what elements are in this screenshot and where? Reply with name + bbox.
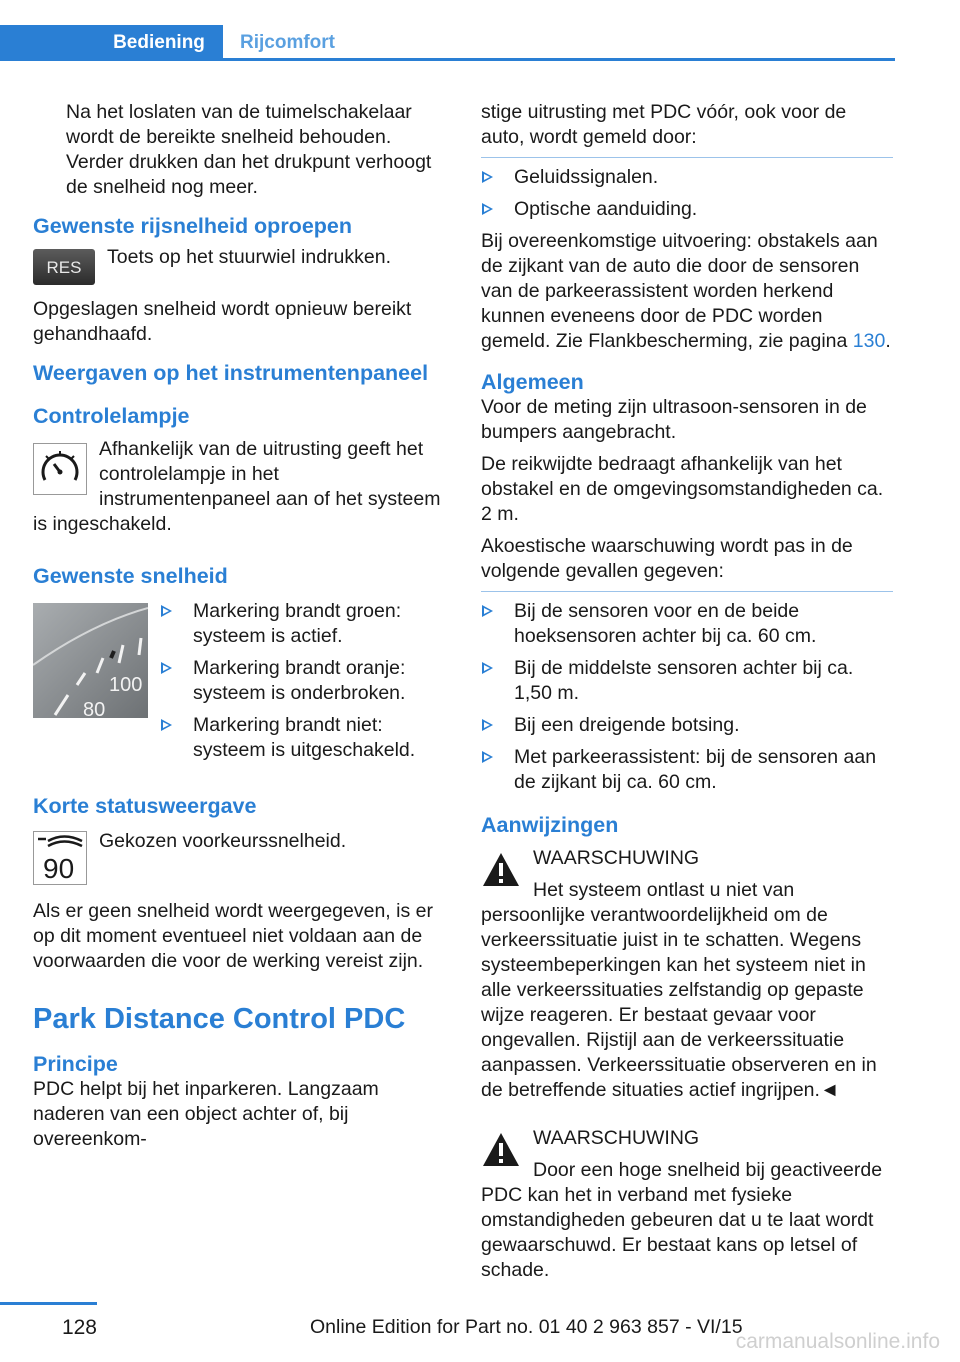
right-column	[481, 100, 893, 1290]
divider	[481, 157, 893, 158]
warning-text-2: Door een hoge snelheid bij geactiveerde PDC kan het in verband met fysieke omstandigheden gebeuren dat u te laat wordt gewaarschuwd. Er bestaat kans op letsel of schade.	[481, 1159, 883, 1281]
triangle-bullet-icon	[482, 171, 493, 183]
header-tabbar	[0, 25, 895, 61]
list-item: Bij de sensoren voor en de beide hoeksensoren achter bij ca. 60 cm.	[481, 599, 893, 649]
triangle-bullet-icon	[482, 719, 493, 731]
warning-triangle-icon	[481, 850, 521, 890]
indicator-text: Afhankelijk van de uitrusting geeft het controlelampje in het instrumentenpaneel aan of het systeem is ingeschakeld.	[33, 438, 441, 535]
heading-display: Weergaven op het instrumentenpaneel	[33, 361, 429, 385]
general-text-2: De reikwijdte bedraagt afhankelijk van het obstakel en de omgevingsomstandigheden ca. 2 m.	[481, 453, 884, 525]
warning-cases-list	[481, 599, 893, 795]
list-item: Markering brandt groen: systeem is actief.	[160, 599, 445, 649]
page-number: 128	[61, 1316, 97, 1339]
gauge-label-100: 100	[109, 674, 143, 696]
recall-text: Toets op het stuurwiel indrukken.	[107, 246, 391, 268]
speedometer-indicator-icon	[33, 443, 87, 495]
heading-pdc: Park Distance Control PDC	[33, 1003, 406, 1035]
principle-text: PDC helpt bij het inparkeren. Langzaam naderen van een object achter of, bij overeenkom-	[33, 1078, 379, 1150]
heading-notes: Aanwijzingen	[481, 813, 619, 837]
heading-desired-speed: Gewenste snelheid	[33, 564, 228, 588]
list-item: Geluidssignalen.	[481, 165, 893, 190]
list-item: Optische aanduiding.	[481, 197, 893, 222]
res-button-icon	[33, 249, 95, 285]
divider	[481, 591, 893, 592]
recall-result: Opgeslagen snelheid wordt opnieuw bereikt gehandhaafd.	[33, 298, 412, 345]
left-column	[33, 100, 445, 1159]
warning-label-1: WAARSCHUWING	[533, 847, 700, 869]
speed-limit-status-icon	[33, 831, 87, 885]
tab-bediening[interactable]: Bediening	[0, 25, 223, 61]
edition-text: Online Edition for Part no. 01 40 2 963 857 - VI/15	[310, 1316, 743, 1338]
side-obstacle-text: Bij overeenkomstige uitvoering: obstakels aan de zijkant van de auto die door de sensoren van de parkeerassistent worden herkend kunnen eveneens door de PDC worden gemeld. Zie Flankbescherming, zie pagina 130.	[481, 230, 891, 352]
general-text-1: Voor de meting zijn ultrasoon-sensoren in de bumpers aangebracht.	[481, 396, 867, 443]
triangle-bullet-icon	[482, 662, 493, 674]
list-item: Markering brandt oranje: systeem is onderbroken.	[160, 656, 445, 706]
desired-speed-list	[160, 599, 445, 770]
heading-principle: Principe	[33, 1052, 118, 1076]
footer-rule	[0, 1302, 97, 1305]
warning-label-2: WAARSCHUWING	[533, 1127, 700, 1149]
watermark: carmanualsonline.info	[735, 1330, 940, 1353]
triangle-bullet-icon	[161, 662, 172, 674]
no-speed-text: Als er geen snelheid wordt weergegeven, is er op dit moment eventueel niet voldaan aan de voorwaarden die voor de werking vereist zijn.	[33, 900, 433, 972]
heading-recall: Gewenste rijsnelheid oproepen	[33, 214, 352, 238]
triangle-bullet-icon	[482, 605, 493, 617]
list-item: Met parkeerassistent: bij de sensoren aan de zijkant bij ca. 60 cm.	[481, 745, 893, 795]
heading-indicator: Controlelampje	[33, 404, 190, 428]
warning-text-1: Het systeem ontlast u niet van persoonlijke verantwoordelijkheid om de verkeerssituatie juist in te schatten. Wegens systeembeperkingen kan het systeem niet in alle verkeerssituaties zelfstandig op gepaste wijze reageren. Er bestaat gevaar voor ongevallen. Rijstijl aan de verkeerssituatie aanpassen. Verkeerssituatie observeren en in de betreffende situaties actief ingrijpen.◄	[481, 879, 877, 1101]
speed-gauge-image	[33, 603, 148, 718]
triangle-bullet-icon	[482, 203, 493, 215]
header-rule	[0, 58, 895, 61]
res-label: RES	[46, 257, 82, 277]
tab-rijcomfort[interactable]: Rijcomfort	[240, 32, 335, 53]
list-item: Bij de middelste sensoren achter bij ca. 1,50 m.	[481, 656, 893, 706]
gauge-label-80: 80	[83, 699, 106, 718]
status-text: Gekozen voorkeurssnelheid.	[99, 830, 347, 852]
general-text-3: Akoestische waarschuwing wordt pas in de volgende gevallen gegeven:	[481, 535, 853, 582]
status-icon-value: 90	[43, 853, 75, 884]
heading-status: Korte statusweergave	[33, 794, 257, 818]
list-item: Bij een dreigende botsing.	[481, 713, 893, 738]
signal-list	[481, 165, 893, 222]
triangle-bullet-icon	[482, 751, 493, 763]
continued-text: stige uitrusting met PDC vóór, ook voor de auto, wordt gemeld door:	[481, 101, 847, 148]
heading-general: Algemeen	[481, 370, 584, 394]
page-link[interactable]: 130	[852, 330, 886, 352]
warning-triangle-icon	[481, 1130, 521, 1170]
intro-paragraph: Na het loslaten van de tuimelschakelaar wordt de bereikte snelheid behouden. Verder drukken dan het drukpunt verhoogt de snelheid nog meer.	[66, 101, 432, 198]
triangle-bullet-icon	[161, 605, 172, 617]
list-item: Markering brandt niet: systeem is uitgeschakeld.	[160, 713, 445, 763]
triangle-bullet-icon	[161, 719, 172, 731]
